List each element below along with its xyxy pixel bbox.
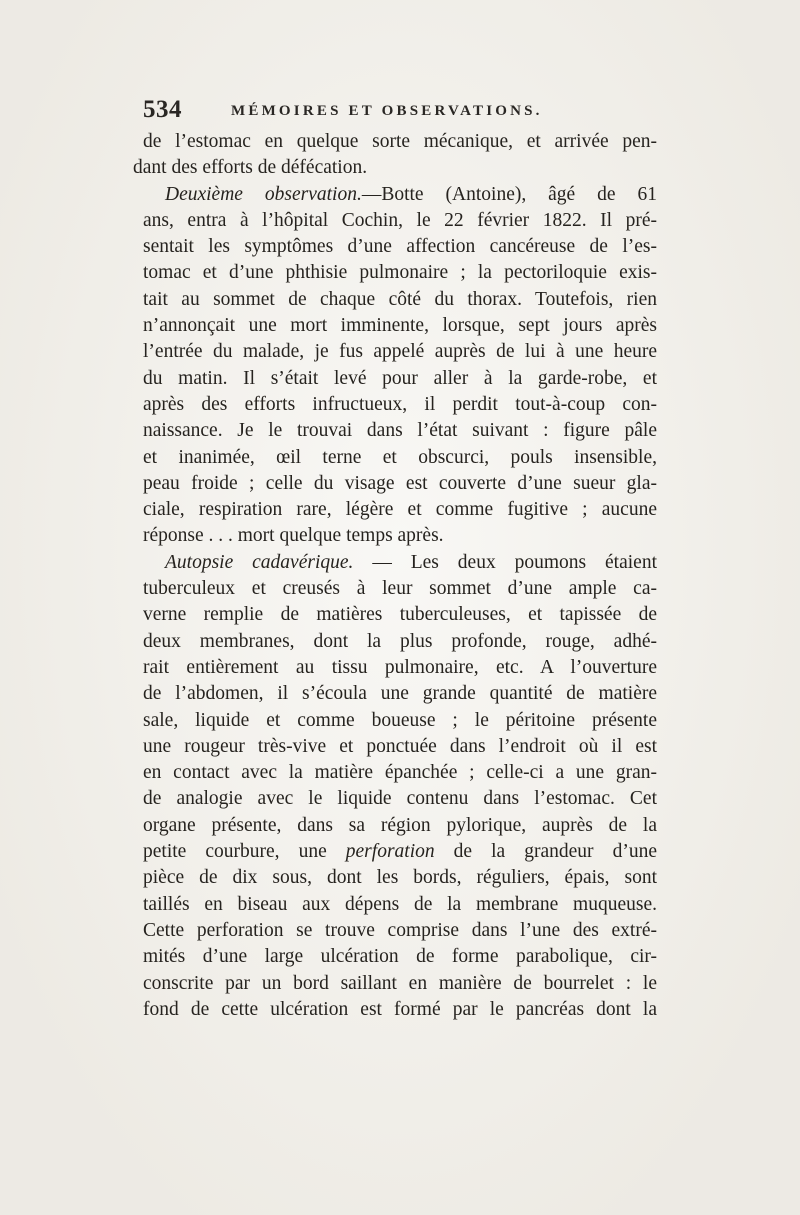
text-segment: —Botte (Antoine), âgé de 61 xyxy=(361,183,657,205)
text-line xyxy=(143,655,657,681)
text-line xyxy=(143,523,657,549)
text-segment: verne remplie de matières tuberculeuses, et tapissée de xyxy=(143,604,657,626)
text-segment: tuberculeux et creusés à leur sommet d’une ample ca- xyxy=(143,578,657,600)
text-line xyxy=(143,760,657,786)
text-line xyxy=(143,287,657,313)
text-segment: peau froide ; celle du visage est couverte d’une sueur gla- xyxy=(143,472,657,494)
text-line xyxy=(143,339,657,365)
text-line xyxy=(143,497,657,523)
text-segment: ans, entra à l’hôpital Cochin, le 22 février 1822. Il pré- xyxy=(143,209,657,231)
text-segment: n’annonçait une mort imminente, lorsque, sept jours après xyxy=(143,315,657,337)
text-segment: sale, liquide et comme boueuse ; le péritoine présente xyxy=(143,709,657,731)
text-line xyxy=(143,997,657,1023)
text-line xyxy=(143,392,657,418)
text-line xyxy=(143,681,657,707)
page-header xyxy=(143,96,663,130)
text-line xyxy=(143,786,657,812)
text-line xyxy=(143,602,657,628)
text-segment: et inanimée, œil terne et obscurci, pouls insensible, xyxy=(143,446,657,468)
text-segment: deux membranes, dont la plus profonde, rouge, adhé- xyxy=(143,630,657,652)
text-line xyxy=(143,550,657,576)
text-line xyxy=(133,155,657,181)
text-line xyxy=(143,839,657,865)
text-segment: après des efforts infructueux, il perdit tout-à-coup con- xyxy=(143,393,657,415)
text-line xyxy=(143,813,657,839)
italic-text: Deuxième observation. xyxy=(165,183,362,205)
text-line xyxy=(143,182,657,208)
running-head: MÉMOIRES ET OBSERVATIONS. xyxy=(231,103,543,119)
text-segment: organe présente, dans sa région pylorique, auprès de la xyxy=(143,814,657,836)
text-line xyxy=(143,129,657,155)
text-line xyxy=(143,234,657,260)
text-line xyxy=(143,734,657,760)
text-segment: sentait les symptômes d’une affection cancéreuse de l’es- xyxy=(143,236,657,258)
text-line xyxy=(143,944,657,970)
text-segment: une rougeur très-vive et ponctuée dans l’endroit où il est xyxy=(143,735,657,757)
text-line xyxy=(143,366,657,392)
text-line xyxy=(143,260,657,286)
page-number: 534 xyxy=(143,96,182,123)
text-segment: tomac et d’une phthisie pulmonaire ; la pectoriloquie exis- xyxy=(143,262,657,284)
text-segment: ciale, respiration rare, légère et comme fugitive ; aucune xyxy=(143,499,657,521)
text-segment: conscrite par un bord saillant en manière de bourrelet : le xyxy=(143,972,657,994)
body-text xyxy=(133,129,657,1023)
text-line xyxy=(143,971,657,997)
text-line xyxy=(143,445,657,471)
text-segment: de analogie avec le liquide contenu dans l’estomac. Cet xyxy=(143,788,657,810)
text-line xyxy=(143,418,657,444)
text-segment: Cette perforation se trouve comprise dans l’une des extré- xyxy=(143,919,657,941)
text-segment: tait au sommet de chaque côté du thorax. Toutefois, rien xyxy=(143,288,657,310)
text-line xyxy=(143,208,657,234)
text-segment: naissance. Je le trouvai dans l’état suivant : figure pâle xyxy=(143,420,657,442)
text-line xyxy=(143,471,657,497)
text-segment: de l’estomac en quelque sorte mécanique, et arrivée pen- xyxy=(143,131,657,152)
text-segment: petite courbure, une xyxy=(143,841,346,863)
text-segment: rait entièrement au tissu pulmonaire, etc. A l’ouverture xyxy=(143,656,657,678)
text-line xyxy=(143,918,657,944)
text-line xyxy=(143,629,657,655)
text-segment: fond de cette ulcération est formé par le pancréas dont la xyxy=(143,998,657,1020)
text-line xyxy=(143,892,657,918)
text-segment: en contact avec la matière épanchée ; celle-ci a une gran- xyxy=(143,762,657,784)
text-segment: — Les deux poumons étaient xyxy=(353,551,657,573)
text-segment: de l’abdomen, il s’écoula une grande quantité de matière xyxy=(143,683,657,705)
text-line xyxy=(143,576,657,602)
text-segment: mités d’une large ulcération de forme parabolique, cir- xyxy=(143,946,657,968)
text-segment: de la grandeur d’une xyxy=(434,841,657,863)
text-segment: taillés en biseau aux dépens de la membrane muqueuse. xyxy=(143,893,657,915)
text-line xyxy=(143,708,657,734)
text-line xyxy=(143,313,657,339)
text-segment: pièce de dix sous, dont les bords, réguliers, épais, sont xyxy=(143,867,657,889)
text-line xyxy=(143,865,657,891)
text-segment: du matin. Il s’était levé pour aller à la garde-robe, et xyxy=(143,367,657,389)
italic-text: perforation xyxy=(345,841,435,863)
text-segment: réponse . . . mort quelque temps après. xyxy=(143,525,444,547)
italic-text: Autopsie cadavérique. xyxy=(165,551,354,573)
text-segment: dant des efforts de défécation. xyxy=(133,157,368,179)
text-segment: l’entrée du malade, je fus appelé auprès de lui à une heure xyxy=(143,341,657,363)
